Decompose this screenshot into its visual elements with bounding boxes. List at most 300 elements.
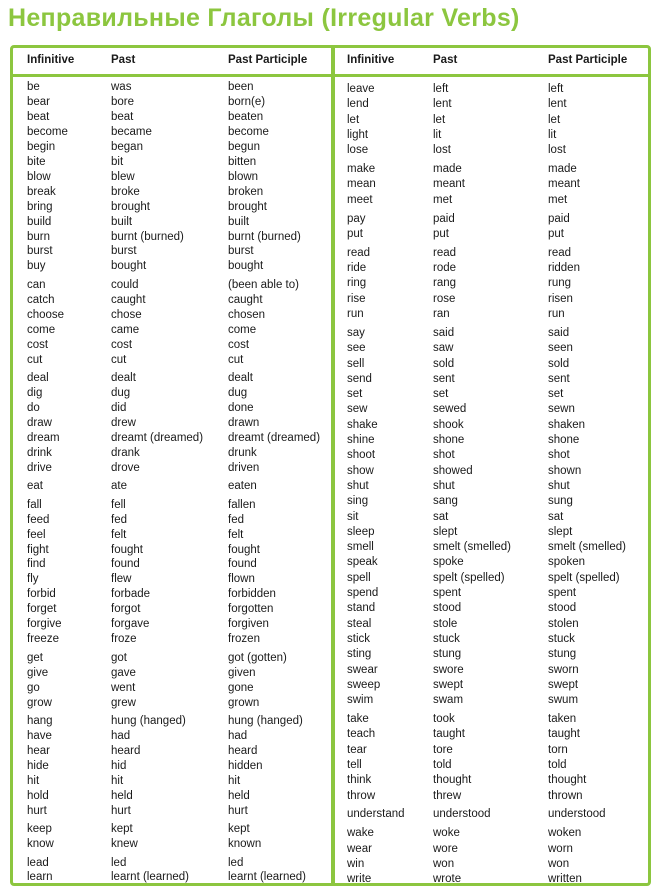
verb-row [13,371,331,386]
past-participle-cell: stolen [548,617,579,630]
past-cell: ran [433,308,450,320]
infinitive-cell: lead [27,856,49,869]
past-participle-cell: sung [548,495,573,508]
past-participle-cell: made [548,163,577,176]
verb-row [13,681,331,696]
past-cell: shot [433,449,455,462]
infinitive-cell: ride [347,262,367,275]
verb-row [13,125,331,140]
verb-row [335,212,648,227]
past-participle-cell: chosen [228,308,266,321]
past-participle-cell: read [548,246,572,259]
verb-row [335,842,648,857]
past-participle-cell: lent [548,98,567,111]
infinitive-cell: deal [27,372,49,385]
infinitive-cell: speak [347,556,378,569]
verb-row [13,528,331,543]
verb-row [335,510,648,525]
past-cell: chose [111,308,142,321]
past-cell: forbade [111,588,151,601]
verb-row [13,572,331,587]
infinitive-cell: dig [27,387,43,399]
infinitive-cell: rise [347,292,366,305]
infinitive-cell: burst [27,245,53,258]
past-participle-cell: begun [228,140,260,153]
past-cell: sat [433,510,449,523]
past-participle-cell: sewn [548,403,575,416]
verb-row [13,416,331,431]
past-cell: drew [111,416,136,429]
infinitive-cell: put [347,227,363,240]
verb-row [335,372,648,387]
past-cell: wrote [433,873,462,886]
past-cell: shone [433,434,465,446]
past-cell: ate [111,480,127,493]
verb-row [335,433,648,448]
verb-row [13,837,331,852]
infinitive-cell: grow [27,696,52,709]
verb-row [13,729,331,744]
verb-row [335,789,648,804]
infinitive-cell: swim [347,694,374,707]
past-cell: sang [433,495,458,508]
past-participle-cell: fallen [228,498,256,511]
infinitive-cell: run [347,308,364,320]
infinitive-cell: forget [27,603,57,616]
past-participle-cell: shut [548,479,570,492]
past-participle-cell: cost [228,338,250,351]
past-cell: spoke [433,556,464,569]
verb-row [335,448,648,463]
past-participle-cell: given [228,666,256,679]
infinitive-cell: say [347,326,365,339]
past-cell: lit [433,128,442,141]
past-participle-cell: stung [548,648,577,661]
past-cell: set [433,388,449,401]
right-half [335,48,648,886]
verb-row [335,97,648,112]
past-cell: swam [433,694,464,707]
past-cell: broke [111,185,140,198]
verb-row [335,586,648,601]
past-participle-cell: led [228,856,244,869]
infinitive-cell: lose [347,144,369,157]
verb-row [335,143,648,158]
verb-row [335,261,648,276]
verb-row [335,555,648,570]
verb-row [13,587,331,602]
past-participle-cell: built [228,215,250,228]
past-participle-cell: held [228,789,250,802]
past-participle-cell: dug [228,387,248,399]
infinitive-cell: forgive [27,618,62,631]
past-cell: read [433,246,457,259]
infinitive-cell: spend [347,587,379,599]
infinitive-cell: burn [27,230,51,243]
infinitive-cell: feel [27,528,46,541]
past-participle-cell: stood [548,602,577,615]
verb-row [335,807,648,822]
infinitive-cell: wake [347,827,374,840]
past-participle-cell: grown [228,696,260,709]
past-participle-cell: caught [228,293,263,306]
infinitive-cell: get [27,651,43,664]
infinitive-cell: sit [347,510,359,523]
page-title: Неправильные Глаголы (Irregular Verbs) [8,4,520,32]
verb-row [13,308,331,323]
past-participle-cell: shown [548,464,582,477]
verb-row [335,162,648,177]
past-cell: hid [111,759,127,772]
header-past-participle: Past Participle [548,54,628,66]
verb-row [13,200,331,215]
infinitive-cell: hit [27,774,40,787]
verb-row [335,857,648,872]
infinitive-cell: sew [347,403,368,416]
past-participle-cell: driven [228,461,260,474]
past-cell: threw [433,789,462,802]
past-cell: held [111,789,133,802]
past-participle-cell: lost [548,144,566,157]
past-participle-cell: had [228,729,248,742]
infinitive-cell: stick [347,632,370,645]
verb-row [13,759,331,774]
past-cell: came [111,323,140,336]
past-participle-cell: hung (hanged) [228,714,303,727]
infinitive-cell: sing [347,495,369,508]
past-cell: hurt [111,804,131,817]
verb-row [335,479,648,494]
past-participle-cell: written [548,873,582,886]
infinitive-cell: know [27,838,54,851]
infinitive-cell: hide [27,759,49,772]
verb-row [13,602,331,617]
infinitive-cell: understand [347,808,405,821]
past-participle-cell: paid [548,212,570,225]
past-cell: dreamt (dreamed) [111,431,204,444]
infinitive-cell: throw [347,789,376,802]
infinitive-cell: dream [27,431,60,444]
infinitive-cell: draw [27,416,52,429]
infinitive-cell: begin [27,140,56,153]
past-cell: swept [433,678,464,691]
verb-row [335,276,648,291]
past-cell: said [433,326,455,339]
past-cell: could [111,278,139,291]
verb-row [13,666,331,681]
infinitive-cell: meet [347,193,373,206]
past-cell: bit [111,155,124,168]
infinitive-cell: learn [27,871,53,884]
right-header-row [335,48,648,77]
infinitive-cell: wear [347,842,372,855]
verb-row [13,870,331,885]
past-cell: smelt (smelled) [433,541,511,554]
past-cell: rang [433,277,457,290]
past-cell: fed [111,513,127,526]
past-cell: drank [111,446,140,459]
past-cell: flew [111,573,132,586]
infinitive-cell: find [27,558,46,571]
infinitive-cell: hang [27,714,53,727]
verb-row [13,513,331,528]
verb-row [13,155,331,170]
past-participle-cell: ridden [548,262,580,275]
past-participle-cell: taught [548,728,580,741]
past-participle-cell: eaten [228,480,257,493]
past-participle-cell: got (gotten) [228,651,287,664]
past-cell: stuck [433,632,460,645]
past-participle-cell: fought [228,543,260,556]
past-participle-cell: thought [548,774,587,787]
verb-row [335,601,648,616]
past-participle-cell: brought [228,200,268,213]
infinitive-cell: fall [27,498,42,511]
past-cell: led [111,856,127,869]
past-cell: saw [433,342,454,355]
past-cell: forgot [111,603,141,616]
infinitive-cell: sweep [347,678,381,691]
past-participle-cell: hit [228,774,241,787]
past-participle-cell: shone [548,434,580,446]
past-cell: went [111,681,136,694]
past-participle-cell: hidden [228,759,263,772]
past-cell: slept [433,525,458,538]
verb-row [335,464,648,479]
past-cell: became [111,125,152,138]
past-cell: sent [433,372,455,385]
verb-row [13,774,331,789]
past-cell: shut [433,479,455,492]
verb-row [13,479,331,494]
past-participle-cell: known [228,838,262,851]
infinitive-cell: see [347,342,366,355]
past-cell: rode [433,262,457,275]
past-participle-cell: (been able to) [228,278,299,291]
past-participle-cell: drunk [228,446,257,459]
past-cell: met [433,193,453,206]
past-cell: built [111,215,133,228]
past-cell: had [111,729,131,742]
verb-row [335,128,648,143]
past-cell: rose [433,292,456,305]
past-cell: cost [111,338,133,351]
verb-row [13,110,331,125]
header-past-participle: Past Participle [228,54,308,66]
past-participle-cell: meant [548,178,580,191]
past-participle-cell: come [228,323,257,336]
verb-row [13,215,331,230]
verb-row [13,95,331,110]
infinitive-cell: win [347,857,365,870]
header-infinitive: Infinitive [347,54,395,66]
verb-row [13,386,331,401]
verb-row [335,540,648,555]
past-participle-cell: lit [548,128,557,141]
past-cell: gave [111,666,136,679]
past-participle-cell: frozen [228,633,260,646]
past-cell: heard [111,744,141,757]
verb-row [335,113,648,128]
infinitive-cell: sting [347,648,372,661]
infinitive-cell: swear [347,663,378,676]
past-cell: was [111,81,132,93]
past-participle-cell: forbidden [228,588,276,601]
verb-row [335,246,648,261]
past-participle-cell: let [548,113,561,126]
past-cell: sold [433,357,455,370]
verb-row [335,525,648,540]
past-cell: showed [433,464,473,477]
infinitive-cell: beat [27,110,50,123]
past-participle-cell: risen [548,292,573,305]
verb-row [335,326,648,341]
verb-row [335,341,648,356]
past-cell: forgave [111,618,150,631]
verb-row [335,292,648,307]
verb-row [335,872,648,886]
past-participle-cell: dreamt (dreamed) [228,431,321,444]
past-cell: thought [433,774,472,787]
verb-row [335,82,648,97]
past-participle-cell: spent [548,587,577,599]
infinitive-cell: shoot [347,449,376,462]
past-cell: grew [111,696,136,709]
past-cell: sewed [433,403,467,416]
past-cell: dealt [111,372,136,385]
verb-row [13,714,331,729]
verb-row [335,402,648,417]
past-participle-cell: understood [548,808,606,821]
verb-row [335,647,648,662]
infinitive-cell: do [27,401,40,414]
past-cell: lent [433,98,452,111]
infinitive-cell: cut [27,353,43,366]
infinitive-cell: hurt [27,804,47,817]
verb-row [335,418,648,433]
past-participle-cell: spelt (spelled) [548,571,620,584]
past-cell: began [111,140,143,153]
verb-row [13,140,331,155]
verb-row [13,323,331,338]
verb-row [335,826,648,841]
verb-row [13,170,331,185]
infinitive-cell: spell [347,571,371,584]
infinitive-cell: send [347,372,372,385]
past-participle-cell: cut [228,353,244,366]
past-cell: drove [111,461,140,474]
past-participle-cell: put [548,227,564,240]
verb-row [335,632,648,647]
past-cell: spent [433,587,462,599]
verb-row [335,387,648,402]
infinitive-cell: blow [27,170,51,183]
verb-row [335,743,648,758]
infinitive-cell: eat [27,480,43,493]
past-participle-cell: set [548,388,564,401]
left-half [13,48,331,883]
infinitive-cell: drive [27,461,52,474]
past-cell: let [433,113,446,126]
past-cell: learnt (learned) [111,871,189,884]
verb-row [335,357,648,372]
infinitive-cell: think [347,774,372,787]
infinitive-cell: build [27,215,52,228]
infinitive-cell: bear [27,95,51,108]
past-cell: hung (hanged) [111,714,186,727]
verb-row [13,259,331,274]
past-participle-cell: flown [228,573,255,586]
past-cell: kept [111,823,133,836]
infinitive-cell: take [347,713,369,725]
past-cell: woke [433,827,460,840]
past-participle-cell: heard [228,744,258,757]
verb-row [335,693,648,708]
infinitive-cell: fight [27,543,49,556]
past-participle-cell: drawn [228,416,260,429]
past-cell: wore [433,842,458,855]
past-participle-cell: fed [228,513,244,526]
infinitive-cell: forbid [27,588,56,601]
past-participle-cell: smelt (smelled) [548,541,626,554]
verb-row [13,632,331,647]
infinitive-cell: freeze [27,633,59,646]
past-cell: burnt (burned) [111,230,184,243]
verb-row [335,727,648,742]
verb-row [13,353,331,368]
infinitive-cell: go [27,681,40,694]
infinitive-cell: become [27,125,68,138]
past-participle-cell: thrown [548,789,583,802]
past-cell: cut [111,353,127,366]
past-participle-cell: bitten [228,155,257,168]
infinitive-cell: stand [347,602,376,615]
verb-row [335,712,648,727]
past-participle-cell: swum [548,694,579,707]
infinitive-cell: buy [27,260,46,273]
past-cell: told [433,758,452,771]
past-participle-cell: gone [228,681,254,694]
verb-row [13,822,331,837]
past-participle-cell: forgotten [228,603,274,616]
infinitive-cell: show [347,464,374,477]
infinitive-cell: tear [347,743,367,756]
verb-row [335,758,648,773]
past-participle-cell: dealt [228,372,253,385]
past-participle-cell: forgiven [228,618,269,631]
past-participle-cell: worn [548,842,573,855]
past-participle-cell: blown [228,170,259,183]
past-participle-cell: taken [548,713,577,725]
infinitive-cell: sleep [347,525,375,538]
past-cell: made [433,163,462,176]
past-participle-cell: bought [228,260,264,273]
infinitive-cell: shine [347,434,375,446]
infinitive-cell: drink [27,446,52,459]
past-cell: fought [111,543,143,556]
past-cell: tore [433,743,453,756]
past-participle-cell: swept [548,678,579,691]
infinitive-cell: give [27,666,49,679]
past-participle-cell: learnt (learned) [228,871,306,884]
past-participle-cell: burst [228,245,254,258]
infinitive-cell: steal [347,617,372,630]
verb-row [13,431,331,446]
past-participle-cell: become [228,125,269,138]
infinitive-cell: choose [27,308,65,321]
infinitive-cell: cost [27,338,49,351]
infinitive-cell: write [347,873,372,886]
